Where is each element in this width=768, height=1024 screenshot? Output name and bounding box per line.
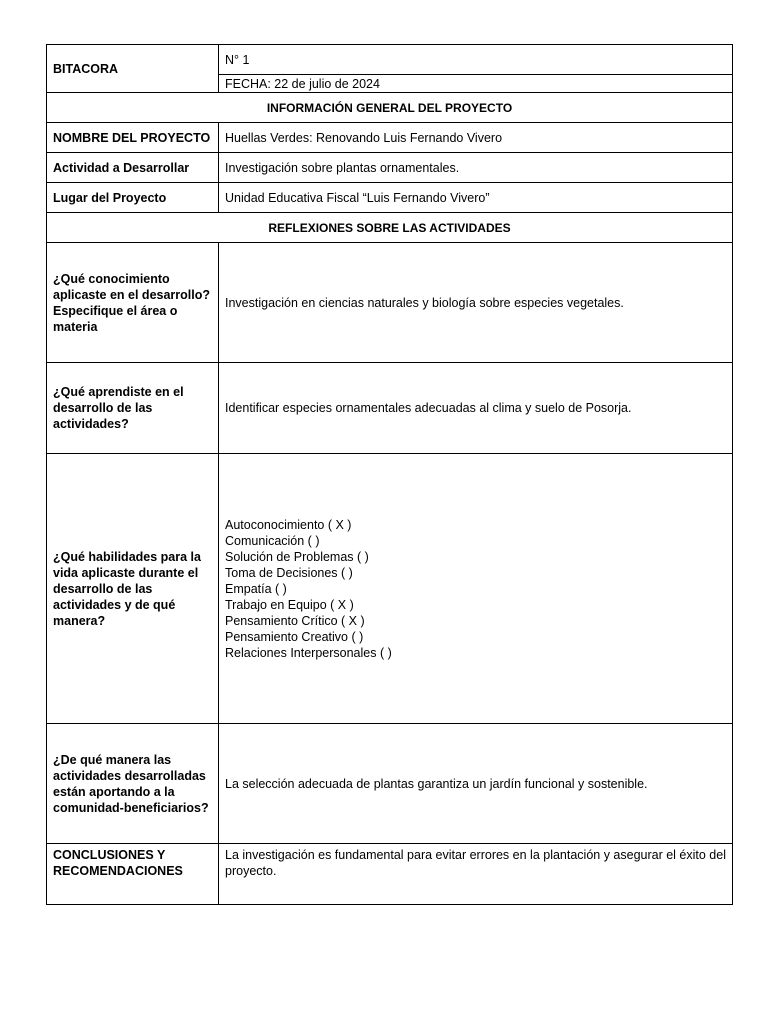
skill-item: Pensamiento Creativo ( ) — [225, 629, 364, 644]
reflection-row-knowledge — [47, 243, 733, 363]
section-general-row — [47, 93, 733, 123]
question-knowledge: ¿Qué conocimiento aplicaste en el desarrollo? Especifique el área o materia — [47, 243, 219, 363]
skills-list — [219, 454, 733, 724]
log-date: FECHA: 22 de julio de 2024 — [219, 75, 733, 93]
skill-item: Solución de Problemas ( ) — [225, 549, 369, 564]
place-label: Lugar del Proyecto — [47, 183, 219, 213]
skill-item: Relaciones Interpersonales ( ) — [225, 645, 392, 660]
skill-item: Autoconocimiento ( X ) — [225, 517, 352, 532]
skill-item: Comunicación ( ) — [225, 533, 320, 548]
activity-row — [47, 153, 733, 183]
skill-item: Toma de Decisiones ( ) — [225, 565, 353, 580]
answer-learning: Identificar especies ornamentales adecuadas al clima y suelo de Posorja. — [219, 363, 733, 454]
activity-label: Actividad a Desarrollar — [47, 153, 219, 183]
project-name-value: Huellas Verdes: Renovando Luis Fernando Vivero — [219, 123, 733, 153]
bitacora-table — [46, 44, 733, 905]
section-reflections-title: REFLEXIONES SOBRE LAS ACTIVIDADES — [47, 213, 733, 243]
log-number: N° 1 — [219, 45, 733, 75]
reflection-row-skills — [47, 454, 733, 724]
question-community: ¿De qué manera las actividades desarrolladas están aportando a la comunidad-beneficiarios? — [47, 724, 219, 844]
reflection-row-community — [47, 724, 733, 844]
conclusions-row — [47, 844, 733, 905]
place-row — [47, 183, 733, 213]
project-name-row — [47, 123, 733, 153]
project-name-label: NOMBRE DEL PROYECTO — [47, 123, 219, 153]
section-general-title: INFORMACIÓN GENERAL DEL PROYECTO — [47, 93, 733, 123]
activity-value: Investigación sobre plantas ornamentales. — [219, 153, 733, 183]
conclusions-label: CONCLUSIONES Y RECOMENDACIONES — [47, 844, 219, 905]
skill-item: Empatía ( ) — [225, 581, 287, 596]
skill-item: Pensamiento Crítico ( X ) — [225, 613, 365, 628]
question-learning: ¿Qué aprendiste en el desarrollo de las actividades? — [47, 363, 219, 454]
conclusions-value: La investigación es fundamental para evitar errores en la plantación y asegurar el éxito del proyecto. — [219, 844, 733, 905]
question-skills: ¿Qué habilidades para la vida aplicaste durante el desarrollo de las actividades y de qué manera? — [47, 454, 219, 724]
bitacora-document — [46, 44, 732, 905]
section-reflections-row — [47, 213, 733, 243]
answer-knowledge: Investigación en ciencias naturales y biología sobre especies vegetales. — [219, 243, 733, 363]
bitacora-label: BITACORA — [47, 45, 219, 93]
answer-community: La selección adecuada de plantas garantiza un jardín funcional y sostenible. — [219, 724, 733, 844]
place-value: Unidad Educativa Fiscal “Luis Fernando Vivero” — [219, 183, 733, 213]
header-row-number — [47, 45, 733, 75]
skill-item: Trabajo en Equipo ( X ) — [225, 597, 354, 612]
reflection-row-learning — [47, 363, 733, 454]
